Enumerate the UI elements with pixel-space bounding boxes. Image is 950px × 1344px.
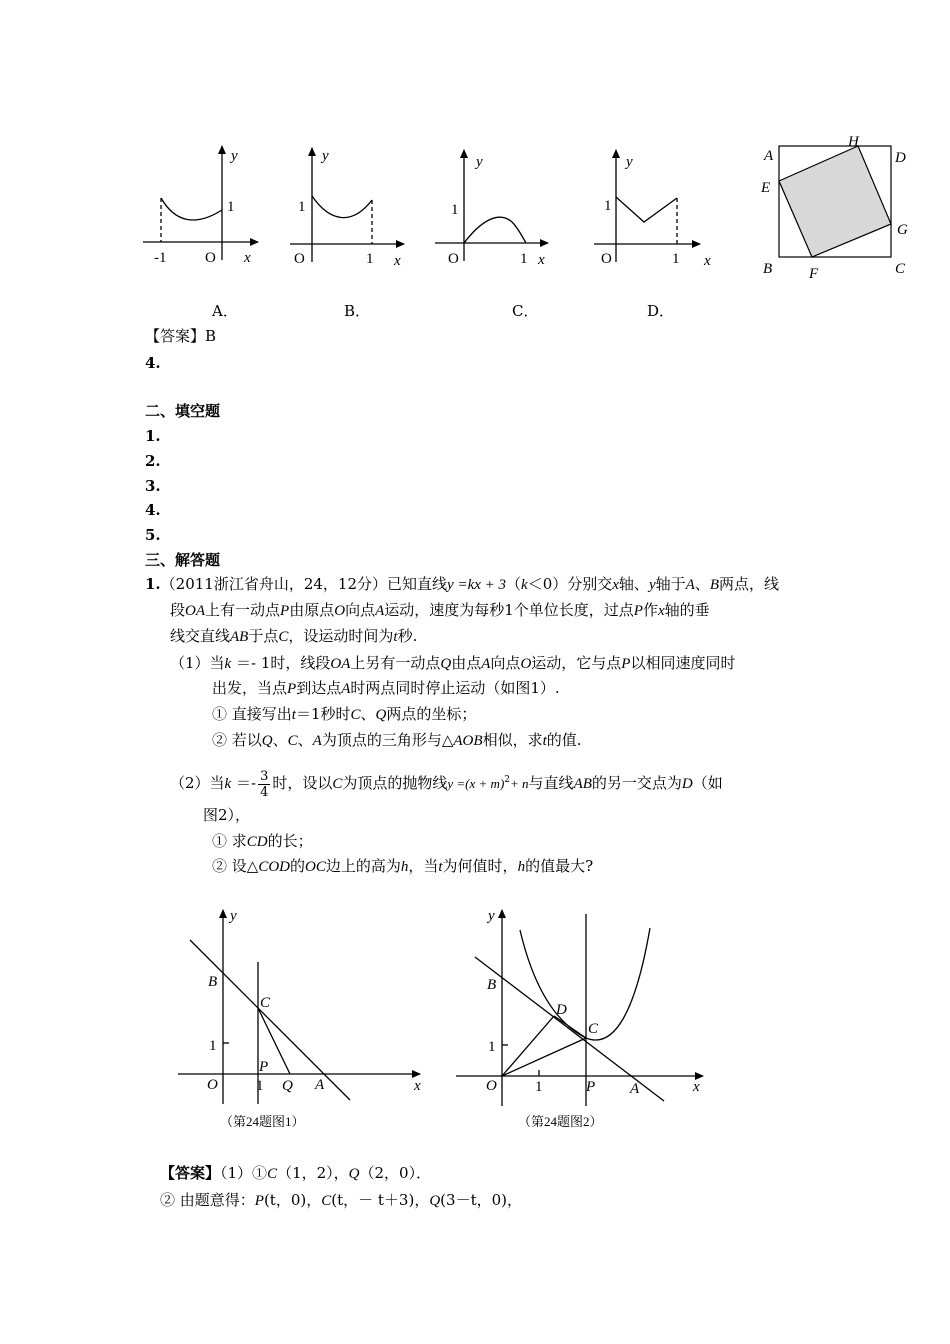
fig1-c: C <box>260 995 271 1011</box>
fig2-one-y: 1 <box>488 1039 496 1055</box>
fig2-d: D <box>556 1002 567 1018</box>
square-h: H <box>848 134 859 150</box>
q1-line-3: 线交直线AB于点C，设运动时间为t秒. <box>170 627 418 645</box>
fig1-one-y: 1 <box>209 1038 217 1054</box>
fig2-a: A <box>630 1081 640 1097</box>
square-b: B <box>763 261 773 277</box>
fraction-three-quarters: $\frac{3}{4}$ <box>260 768 269 800</box>
figures-24 <box>0 890 950 1130</box>
option-label-c: C． <box>512 302 539 320</box>
graph-d-x: x <box>704 253 711 269</box>
figure-1 <box>178 910 420 1104</box>
q1-part2-sub1: ① 求CD的长； <box>212 832 313 850</box>
option-label-b: B． <box>344 302 371 320</box>
q1-part2-sub2: ② 设△COD的OC边上的高为h，当t为何值时，h的值最大? <box>212 857 594 875</box>
figure-2 <box>456 910 703 1106</box>
blank-item-3: 3. <box>145 477 161 495</box>
q1-part1-sub2: ② 若以Q、C、A为顶点的三角形与△AOB相似，求t的值. <box>212 731 582 749</box>
graph-b-origin: O <box>294 251 305 267</box>
q1-part1-sub1: ① 直接写出t＝1秒时C、Q两点的坐标； <box>212 705 477 723</box>
graph-c-x: x <box>538 252 545 268</box>
q1-part2-line-1: （2）当k ＝- $\frac{3}{4}$ 时，设以C为顶点的抛物线$y =(x + m)^2+ n$与直线AB的另一交点为D（如 <box>170 768 723 800</box>
fig2-one-x: 1 <box>535 1079 543 1095</box>
q1-part1-line-1: （1）当k ＝- 1时，线段OA上另有一动点Q由点A向点O运动，它与点P以相同速度同时 <box>170 654 736 672</box>
blank-item-5: 5. <box>145 526 161 544</box>
fig2-p: P <box>586 1079 596 1095</box>
fig1-q: Q <box>282 1078 293 1094</box>
fig2-y: y <box>488 908 495 924</box>
fig1-one-x: 1 <box>256 1078 264 1094</box>
q1-line-2: 段OA上有一动点P由原点O向点A运动，速度为每秒1个单位长度，过点P作x轴的垂 <box>170 601 710 619</box>
square-a: A <box>764 148 774 164</box>
fig1-b: B <box>208 974 218 990</box>
square-e: E <box>761 180 771 196</box>
fig1-caption: （第24题图1） <box>220 1114 305 1129</box>
graph-d-origin: O <box>601 251 612 267</box>
fig2-x: x <box>693 1079 700 1095</box>
graph-d-one-x: 1 <box>672 251 680 267</box>
graph-a-one: 1 <box>227 199 235 215</box>
square-d: D <box>895 150 906 166</box>
fig2-o: O <box>486 1078 497 1094</box>
section-title-solve: 三、解答题 <box>145 551 221 569</box>
graph-a-y: y <box>231 148 238 164</box>
graph-a <box>143 146 258 260</box>
graph-b-one-y: 1 <box>298 199 306 215</box>
fig1-o: O <box>207 1077 218 1093</box>
fig2-c: C <box>588 1021 599 1037</box>
graph-a-neg-one: -1 <box>154 250 167 266</box>
fig1-x: x <box>414 1078 421 1094</box>
graph-c-one-x: 1 <box>520 251 528 267</box>
answer-line-2: ② 由题意得：P(t，0)，C(t，－ t＋3)，Q(3－t，0)， <box>160 1191 522 1209</box>
fig2-caption: （第24题图2） <box>518 1114 603 1129</box>
graph-d-one-y: 1 <box>604 198 612 214</box>
answer-prev: 【答案】B <box>145 327 217 345</box>
square-g: G <box>897 222 908 238</box>
q1-part2-line-2: 图2）， <box>203 806 251 824</box>
fig1-a: A <box>315 1077 325 1093</box>
blank-item-4: 4. <box>145 501 161 519</box>
options-graphs <box>0 0 950 300</box>
fig1-p: P <box>259 1059 269 1075</box>
square-c: C <box>895 261 906 277</box>
fig2-b: B <box>487 977 497 993</box>
graph-b-x: x <box>394 253 401 269</box>
graph-b-one-x: 1 <box>366 251 374 267</box>
blank-item-1: 1. <box>145 427 161 445</box>
square-f: F <box>809 266 819 282</box>
section-title-fill-blank: 二、填空题 <box>145 402 221 420</box>
answer-line-1: 【答案】（1）①C（1，2），Q（2，0）． <box>160 1164 432 1182</box>
option-label-d: D． <box>647 302 675 320</box>
graph-c-origin: O <box>448 251 459 267</box>
option-label-a: A． <box>212 302 238 320</box>
q1-part1-line-2: 出发，当点P到达点A时两点同时停止运动（如图1）. <box>212 679 560 697</box>
graph-b <box>290 148 404 262</box>
blank-item-2: 2. <box>145 452 161 470</box>
square-figure <box>779 146 891 257</box>
graph-d-y: y <box>626 154 633 170</box>
fig1-y: y <box>230 908 237 924</box>
graph-b-y: y <box>322 148 329 164</box>
q1-line-1: 1.（2011浙江省舟山，24，12分）已知直线y =kx + 3（k＜0）分别交x轴、y轴于A、B两点，线 <box>145 575 779 593</box>
graph-c-y: y <box>476 154 483 170</box>
question-4: 4. <box>145 354 161 372</box>
graph-c-one-y: 1 <box>451 202 459 218</box>
graph-a-x: x <box>244 250 251 266</box>
graph-a-origin: O <box>205 250 216 266</box>
